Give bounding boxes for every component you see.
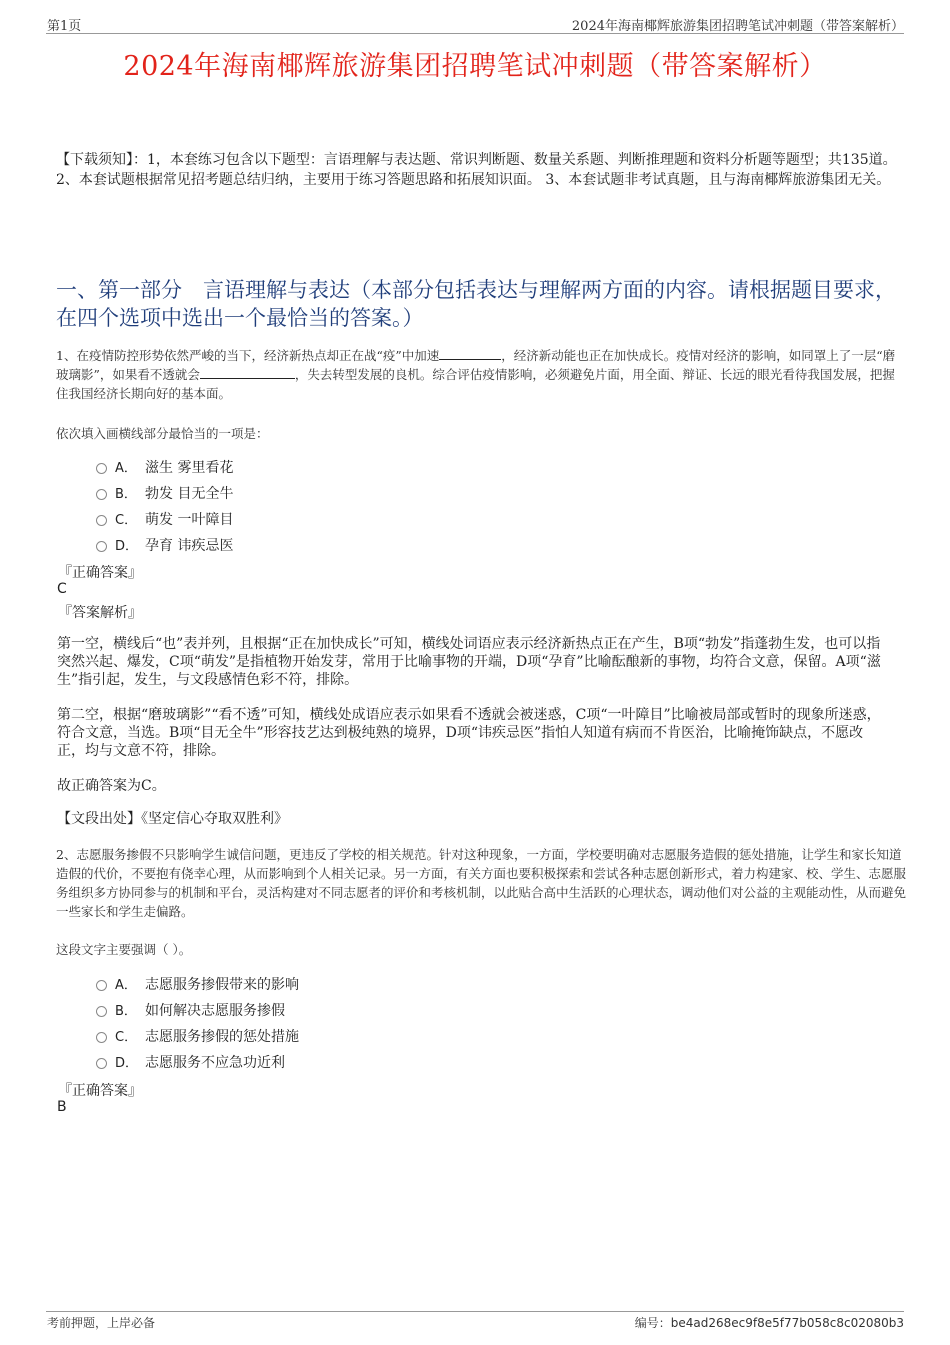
radio-button-icon[interactable] <box>96 463 107 474</box>
correct-answer: B <box>57 1099 67 1115</box>
correct-answer: C <box>57 581 67 597</box>
option-letter: B． <box>115 487 137 502</box>
fill-blank-2 <box>200 366 295 379</box>
option-letter: A． <box>115 461 137 476</box>
footer-code <box>635 1314 904 1331</box>
header-divider <box>46 33 904 34</box>
header-doc-title: 2024年海南椰辉旅游集团招聘笔试冲刺题（带答案解析） <box>571 19 904 34</box>
question-2-text: 2、志愿服务掺假不只影响学生诚信问题，更违反了学校的相关规范。针对这种现象，一方面，学校要明确对志愿服务造假的惩处措施，让学生和家长知道造假的代价，不要抱有侥幸心理，从而影响到个人相关记录。另一方面，有关方面也要积极探索和尝试各种志愿创新形式，着力构建家、校、学生、志愿服务组织多方协同参与的机制和平台，灵活构建对不同志愿者的评价和考核机制，以此贴合高中生活跃的心理状态，调动他们对公益的主观能动性，从而避免一些家长和学生走偏路。 <box>56 847 907 919</box>
analysis-conclusion: 故正确答案为C。 <box>57 778 166 794</box>
radio-button-icon[interactable] <box>96 515 107 526</box>
correct-answer-label: 『正确答案』 <box>58 565 142 581</box>
footer-slogan: 考前押题，上岸必备 <box>47 1316 156 1330</box>
radio-button-icon[interactable] <box>96 1058 107 1069</box>
radio-button-icon[interactable] <box>96 489 107 500</box>
option-text: 孕育 讳疾忌医 <box>145 538 234 554</box>
option-letter: A． <box>115 978 137 993</box>
radio-button-icon[interactable] <box>96 1032 107 1043</box>
footer-code-value: be4ad268ec9f8e5f77b058c8c02080b3 <box>670 1316 904 1330</box>
radio-button-icon[interactable] <box>96 980 107 991</box>
analysis-paragraph: 第二空，根据“磨玻璃影”“看不透”可知，横线处成语应表示如果看不透就会被迷惑，C项“一叶障目”比喻被局部或暂时的现象所迷惑，符合文意，当选。B项“目无全牛”形容技艺达到极纯熟的境界，D项“讳疾忌医”指怕人知道有病而不肯医治，比喻掩饰缺点，不愿改正，均与文意不符，排除。 <box>57 707 881 759</box>
download-notice: 【下载须知】：1，本套练习包含以下题型：言语理解与表达题、常识判断题、数量关系题、判断推理题和资料分析题等题型；共135道。 2、本套试题根据常见招考题总结归纳，主要用于练习答题思路和拓展知识面。 3、本套试题非考试真题，且与海南椰辉旅游集团无关。 <box>56 152 897 188</box>
option-text: 滋生 雾里看花 <box>145 460 234 476</box>
option-text: 志愿服务掺假带来的影响 <box>145 977 299 993</box>
correct-answer-label: 『正确答案』 <box>58 1083 142 1099</box>
analysis-label: 『答案解析』 <box>58 605 142 621</box>
source-citation: 【文段出处】《坚定信心夺取双胜利》 <box>57 811 288 827</box>
option-letter: C． <box>115 513 138 528</box>
option-text: 萌发 一叶障目 <box>145 512 234 528</box>
question-1-prompt: 依次填入画横线部分最恰当的一项是： <box>56 426 269 441</box>
option-text: 如何解决志愿服务掺假 <box>145 1003 285 1019</box>
analysis-paragraph: 第一空，横线后“也”表并列，且根据“正在加快成长”可知，横线处词语应表示经济新热点正在产生，B项“勃发”指蓬勃生发，也可以指突然兴起、爆发，C项“萌发”是指植物开始发芽，常用于比喻事物的开端，D项“孕育”比喻酝酿新的事物，均符合文意，保留。A项“滋生”指引起，发生，与文段感情色彩不符，排除。 <box>57 636 881 688</box>
radio-button-icon[interactable] <box>96 1006 107 1017</box>
question-1-text-part: ，失去转型发展的良机。综合评估疫情影响，必须避免片面，用全面、辩证、长远的眼光看待我国发展，把握住我国经济长期向好的基本面。 <box>56 367 895 401</box>
option-letter: B． <box>115 1004 137 1019</box>
option-letter: D． <box>115 1056 139 1071</box>
question-1-text-part: 1、在疫情防控形势依然严峻的当下，经济新热点却正在战“疫”中加速 <box>56 348 440 363</box>
option-text: 志愿服务掺假的惩处措施 <box>145 1029 299 1045</box>
option-text: 勃发 目无全牛 <box>145 486 234 502</box>
page-number: 第1页 <box>47 19 82 34</box>
option-text: 志愿服务不应急功近利 <box>145 1055 285 1071</box>
option-letter: C． <box>115 1030 138 1045</box>
option-letter: D． <box>115 539 139 554</box>
radio-button-icon[interactable] <box>96 541 107 552</box>
footer-divider <box>46 1311 904 1312</box>
question-2-prompt: 这段文字主要强调（ ）。 <box>56 942 192 957</box>
footer-code-label: 编号： <box>634 1316 671 1330</box>
question-1-text-part: ，经济新动能也正在加快成长。疫情对经济的影响，如同罩上了一层“磨玻璃影”，如果看不透就会 <box>56 348 896 382</box>
document-title: 2024年海南椰辉旅游集团招聘笔试冲刺题（带答案解析） <box>123 51 827 82</box>
section-heading: 一、第一部分 言语理解与表达（本部分包括表达与理解两方面的内容。请根据题目要求，在四个选项中选出一个最恰当的答案。） <box>56 278 896 330</box>
question-1-text <box>56 346 906 403</box>
fill-blank-1 <box>439 347 501 360</box>
